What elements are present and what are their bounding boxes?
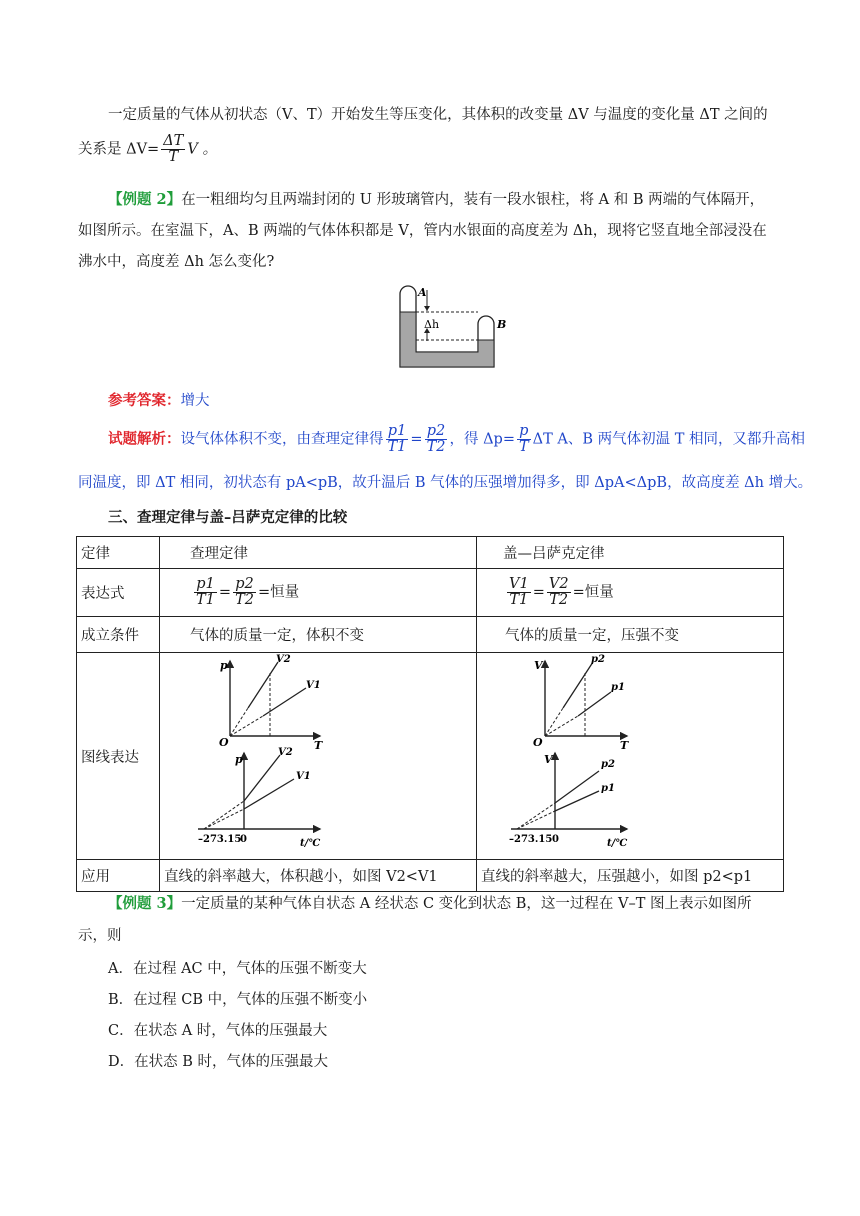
fraction-p1t1: $\frac{p1}{T1}$ bbox=[387, 423, 407, 456]
cell-graph-charles bbox=[160, 653, 477, 860]
cell-gay-header: 盖—吕萨克定律 bbox=[477, 537, 784, 569]
g2-y: V bbox=[544, 753, 553, 766]
table-row bbox=[77, 537, 784, 569]
g2-x: t/℃ bbox=[300, 838, 321, 849]
g2-l2: p1 bbox=[601, 783, 615, 794]
g1-o: O bbox=[533, 736, 543, 749]
table-row bbox=[77, 569, 784, 617]
g1-l1: p2 bbox=[591, 654, 605, 665]
analysis-line-1: 试题解析：设气体体积不变，由查理定律得 $\frac{p1}{T1}$ = $\frac{p2}{T2}$ ，得 Δp= $\frac{p}{T}$ ΔT A、B 两气体初温 T 相同，又都升高相 bbox=[108, 423, 806, 456]
cell-law: 定律 bbox=[77, 537, 160, 569]
intro-line-2: 关系是 ΔV= $\frac{\Delta T}{T}$ V 。 bbox=[78, 133, 217, 166]
option-a: A．在过程 AC 中，气体的压强不断变大 bbox=[108, 961, 367, 977]
g2-zero: 0 bbox=[240, 834, 247, 845]
g2-neg: –273.15 bbox=[198, 834, 242, 845]
g1-l1: V2 bbox=[276, 654, 291, 665]
label-b: B bbox=[497, 318, 507, 331]
example2-line-1: 【例题 2】在一粗细均匀且两端封闭的 U 形玻璃管内，装有一段水银柱，将 A 和 B 两端的气体隔开， bbox=[108, 191, 765, 208]
cell-app-charles: 直线的斜率越大，体积越小，如图 V2<V1 bbox=[160, 860, 477, 892]
g1-l2: p1 bbox=[611, 682, 625, 693]
u-tube-figure bbox=[380, 280, 510, 375]
example3-line-1: 【例题 3】一定质量的某种气体自状态 A 经状态 C 变化到状态 B，这一过程在 V–T 图上表示如图所 bbox=[108, 895, 752, 912]
fraction-p2t2: $\frac{p2}{T2}$ bbox=[426, 423, 446, 456]
g1-x: T bbox=[314, 739, 323, 752]
g2-neg: –273.15 bbox=[509, 834, 553, 845]
g1-o: O bbox=[219, 736, 229, 749]
intro-line-1: 一定质量的气体从初状态（V、T）开始发生等压变化，其体积的改变量 ΔV 与温度的变化量 ΔT 之间的 bbox=[108, 107, 768, 123]
g2-l2: V1 bbox=[296, 771, 311, 782]
example3-line-2: 示，则 bbox=[78, 928, 122, 944]
comparison-table bbox=[76, 536, 784, 892]
option-b: B．在过程 CB 中，气体的压强不断变小 bbox=[108, 992, 368, 1008]
section3-heading: 三、查理定律与盖–吕萨克定律的比较 bbox=[108, 509, 348, 526]
g1-x: T bbox=[620, 739, 629, 752]
cell-expr-label: 表达式 bbox=[77, 569, 160, 617]
charles-graphs bbox=[160, 653, 476, 855]
g2-zero: 0 bbox=[552, 834, 559, 845]
cell-expr-charles: $\frac{p1}{T1}$ = $\frac{p2}{T2}$ =恒量 bbox=[160, 569, 477, 617]
label-dh: Δh bbox=[424, 318, 440, 331]
option-d: D．在状态 B 时，气体的压强最大 bbox=[108, 1054, 328, 1070]
option-c: C．在状态 A 时，气体的压强最大 bbox=[108, 1023, 328, 1039]
cell-app-label: 应用 bbox=[77, 860, 160, 892]
example2-tag: 【例题 2】 bbox=[108, 191, 182, 208]
g2-x: t/℃ bbox=[607, 838, 628, 849]
analysis-label: 试题解析： bbox=[108, 430, 181, 448]
example3-tag: 【例题 3】 bbox=[108, 895, 182, 912]
cell-graph-label: 图线表达 bbox=[77, 653, 160, 860]
analysis-line-2: 同温度，即 ΔT 相同，初状态有 pA<pB，故升温后 B 气体的压强增加得多，即 ΔpA<ΔpB，故高度差 Δh 增大。 bbox=[78, 475, 813, 491]
fraction-pt: $\frac{p}{T}$ bbox=[518, 423, 529, 456]
cell-cond-gay: 气体的质量一定，压强不变 bbox=[477, 617, 784, 653]
cell-graph-gay bbox=[477, 653, 784, 860]
cell-app-gay: 直线的斜率越大，压强越小，如图 p2<p1 bbox=[477, 860, 784, 892]
g1-y: p bbox=[220, 659, 228, 672]
g1-l2: V1 bbox=[306, 680, 321, 691]
cell-cond-charles: 气体的质量一定，体积不变 bbox=[160, 617, 477, 653]
cell-expr-gay: $\frac{V1}{T1}$ = $\frac{V2}{T2}$ =恒量 bbox=[477, 569, 784, 617]
cell-cond-label: 成立条件 bbox=[77, 617, 160, 653]
g2-l1: V2 bbox=[278, 747, 293, 758]
table-row bbox=[77, 653, 784, 860]
table-row bbox=[77, 617, 784, 653]
example2-line-3: 沸水中，高度差 Δh 怎么变化? bbox=[78, 254, 275, 270]
g2-l1: p2 bbox=[601, 759, 615, 770]
gay-lussac-graphs bbox=[477, 653, 783, 855]
table-row bbox=[77, 860, 784, 892]
label-a: A bbox=[418, 286, 427, 299]
cell-charles-header: 查理定律 bbox=[160, 537, 477, 569]
g1-y: V bbox=[534, 659, 543, 672]
answer-label: 参考答案： bbox=[108, 392, 181, 409]
answer-value: 增大 bbox=[180, 393, 210, 409]
example2-line-2: 如图所示。在室温下，A、B 两端的气体体积都是 V，管内水银面的高度差为 Δh，现将它竖直地全部浸没在 bbox=[78, 223, 767, 239]
g2-y: p bbox=[235, 753, 243, 766]
answer-line bbox=[108, 389, 210, 410]
fraction: $\frac{\Delta T}{T}$ bbox=[163, 133, 184, 166]
